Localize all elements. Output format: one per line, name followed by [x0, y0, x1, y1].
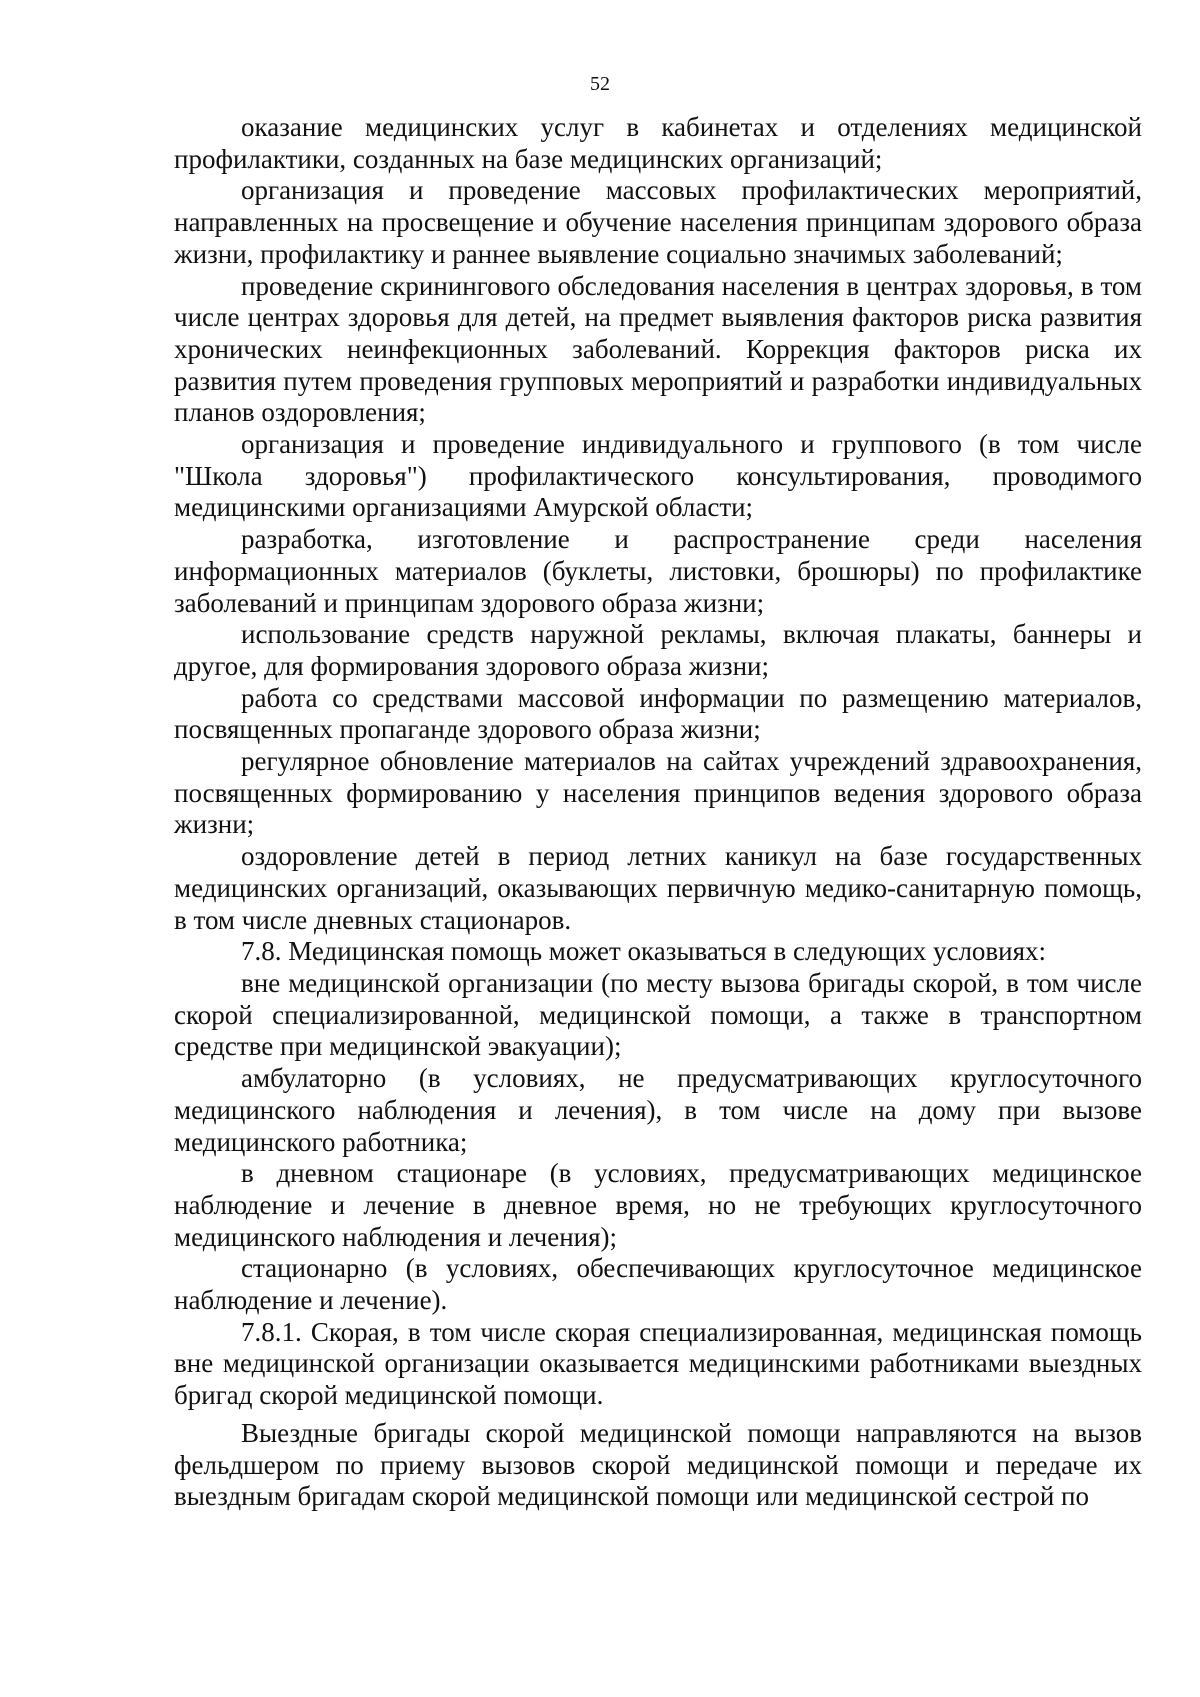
paragraph: амбулаторно (в условиях, не предусматривающих круглосуточного медицинского наблюдения и лечения), в том числе на дому при вызове медицинского работника; [174, 1063, 1142, 1157]
paragraph: стационарно (в условиях, обеспечивающих круглосуточное медицинское наблюдение и лечение). [174, 1253, 1142, 1316]
document-body [174, 112, 1142, 1513]
paragraph: Выездные бригады скорой медицинской помощи направляются на вызов фельдшером по приему вызовов скорой медицинской помощи и передаче их выездным бригадам скорой медицинской помощи или медицинской сестрой по [174, 1417, 1142, 1512]
paragraph: вне медицинской организации (по месту вызова бригады скорой, в том числе скорой специализированной, медицинской помощи, а также в транспортном средстве при медицинской эвакуации); [174, 967, 1142, 1062]
paragraph: оздоровление детей в период летних каникул на базе государственных медицинских организаций, оказывающих первичную медико-санитарную помощь, в том числе дневных стационаров. [174, 841, 1142, 935]
paragraph: организация и проведение массовых профилактических мероприятий, направленных на просвещение и обучение населения принципам здорового образа жизни, профилактику и раннее выявление социально значимых заболеваний; [174, 175, 1142, 269]
paragraph: в дневном стационаре (в условиях, предусматривающих медицинское наблюдение и лечение в дневное время, но не требующих круглосуточного медицинского наблюдения и лечения); [174, 1158, 1142, 1252]
paragraph: регулярное обновление материалов на сайтах учреждений здравоохранения, посвященных формированию у населения принципов ведения здорового образа жизни; [174, 746, 1142, 840]
paragraph: проведение скринингового обследования населения в центрах здоровья, в том числе центрах здоровья для детей, на предмет выявления факторов риска развития хронических неинфекционных заболеваний. Коррекция факторов риска их развития путем проведения групповых мероприятий и разработки индивидуальных планов оздоровления; [174, 270, 1142, 428]
section-7-8-1: 7.8.1. Скорая, в том числе скорая специализированная, медицинская помощь вне медицинской организации оказывается медицинскими работниками выездных бригад скорой медицинской помощи. [174, 1316, 1142, 1411]
paragraph: организация и проведение индивидуального и группового (в том числе "Школа здоровья") профилактического консультирования, проводимого медицинскими организациями Амурской области; [174, 429, 1142, 523]
paragraph: использование средств наружной рекламы, включая плакаты, баннеры и другое, для формирования здорового образа жизни; [174, 619, 1142, 681]
page-number: 52 [590, 73, 610, 95]
paragraph: оказание медицинских услуг в кабинетах и отделениях медицинской профилактики, созданных на базе медицинских организаций; [174, 112, 1142, 174]
section-heading-7-8: 7.8. Медицинская помощь может оказываться в следующих условиях: [241, 936, 1047, 967]
paragraph: разработка, изготовление и распространение среди населения информационных материалов (буклеты, листовки, брошюры) по профилактике заболеваний и принципам здорового образа жизни; [174, 524, 1142, 618]
paragraph: работа со средствами массовой информации по размещению материалов, посвященных пропаганде здорового образа жизни; [174, 682, 1142, 745]
